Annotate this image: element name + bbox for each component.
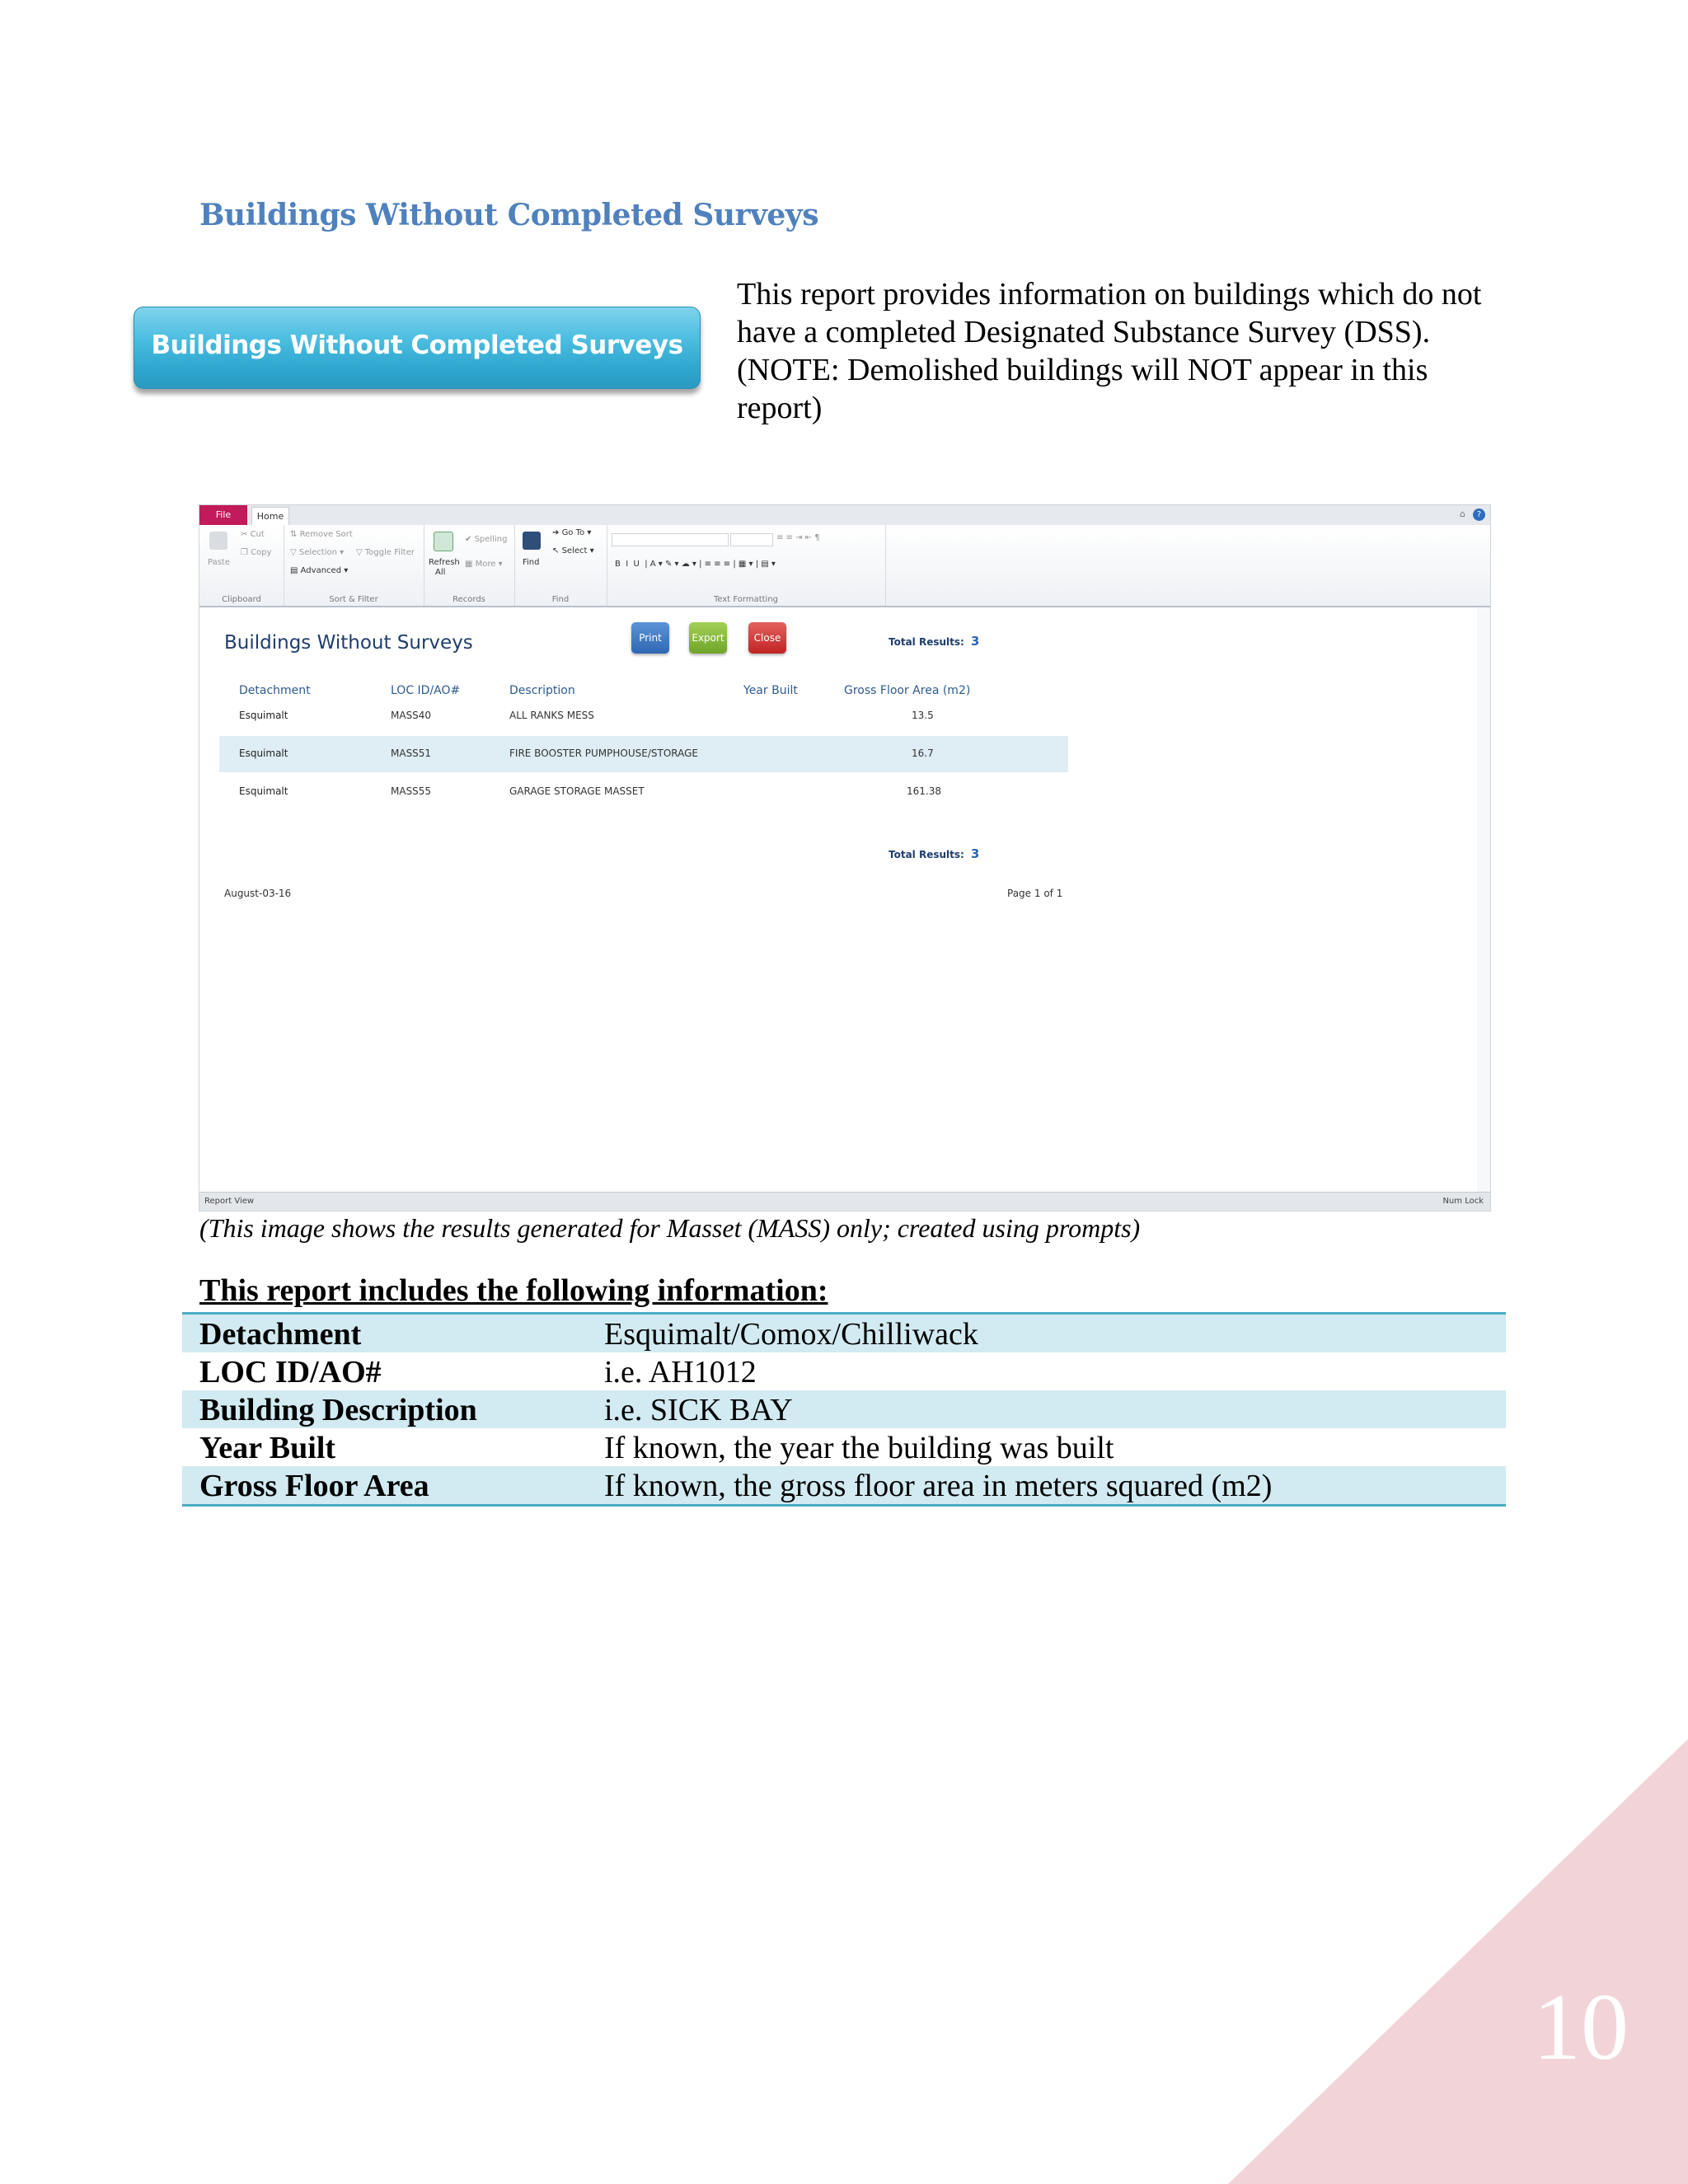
status-bar (199, 1192, 1490, 1211)
tab-file[interactable]: File (199, 505, 247, 525)
info-row (182, 1466, 1506, 1504)
table-row (219, 698, 1068, 734)
report-title: Buildings Without Surveys (224, 632, 473, 654)
tab-home[interactable]: Home (251, 507, 289, 525)
toggle-filter-button[interactable]: ▽ Toggle Filter (356, 548, 415, 557)
cell-detachment: Esquimalt (239, 710, 288, 721)
more-label: More (475, 560, 496, 569)
column-header-loc: LOC ID/AO# (391, 684, 461, 697)
ribbon-group-sort-filter (284, 525, 424, 606)
ribbon-group-label: Clipboard (222, 595, 261, 604)
cell-area: 13.5 (912, 710, 934, 721)
total-results-label: Total Results: (889, 636, 964, 648)
paste-button[interactable]: Paste (208, 558, 230, 567)
report-date: August-03-16 (224, 888, 292, 899)
help-icon[interactable]: ? (1473, 509, 1485, 521)
table-row (219, 774, 1068, 810)
select-label: Select (561, 546, 588, 555)
report-launch-button[interactable] (134, 307, 701, 389)
screenshot-caption: (This image shows the results generated for Masset (MASS) only; created using prompts) (199, 1213, 1141, 1243)
status-left: Report View (204, 1197, 255, 1206)
cell-loc: MASS55 (391, 785, 432, 797)
copy-button[interactable]: ❐ Copy (241, 548, 272, 557)
more-button[interactable]: ▦ More ▾ (465, 560, 503, 569)
close-button[interactable]: Close (748, 622, 786, 654)
column-header-description: Description (509, 684, 575, 697)
cell-area: 161.38 (907, 785, 941, 797)
cut-button[interactable]: ✂ Cut (241, 530, 265, 539)
report-launch-button-label: Buildings Without Completed Surveys (151, 330, 683, 360)
cell-loc: MASS51 (391, 748, 432, 759)
ribbon-group-text-formatting (607, 525, 886, 606)
remove-sort-button[interactable]: ⇅ Remove Sort (290, 530, 353, 539)
spelling-label: Spelling (474, 535, 508, 544)
column-header-year-built: Year Built (743, 684, 798, 697)
cell-detachment: Esquimalt (239, 748, 288, 759)
cell-description: FIRE BOOSTER PUMPHOUSE/STORAGE (509, 748, 698, 759)
ribbon-group-find (514, 525, 607, 606)
total-results-value: 3 (970, 634, 980, 649)
intro-paragraph: This report provides information on buildings which do not have a completed Designated Substance Survey (DSS). (NOTE: Demolished buildings will NOT appear in this report) (737, 277, 1482, 425)
report-screenshot (199, 504, 1491, 1212)
column-header-gross-floor-area: Gross Floor Area (m2) (844, 684, 971, 697)
cut-label: Cut (250, 530, 265, 539)
info-table (182, 1312, 1506, 1507)
selection-label: Selection (298, 548, 337, 557)
info-row (182, 1352, 1506, 1390)
info-value: If known, the gross floor area in meters squared (m2) (604, 1469, 1273, 1503)
cell-area: 16.7 (912, 748, 934, 759)
refresh-icon[interactable] (434, 532, 453, 551)
info-key: Building Description (199, 1393, 477, 1427)
report-page-number: Page 1 of 1 (1007, 888, 1063, 899)
list-icons[interactable]: ≡ ≡ ⇥ ⇤ ¶ (776, 533, 820, 542)
select-button[interactable]: ↖ Select ▾ (552, 546, 594, 555)
ribbon-group-label: Sort & Filter (329, 595, 378, 604)
info-value: If known, the year the building was built (604, 1431, 1114, 1465)
refresh-all-label: All (435, 568, 446, 577)
print-button[interactable]: Print (631, 622, 669, 654)
ribbon (199, 525, 1490, 607)
info-key: Detachment (199, 1317, 362, 1352)
total-results-label: Total Results: (889, 849, 964, 860)
ribbon-group-records (424, 525, 515, 606)
info-key: Year Built (199, 1431, 336, 1465)
advanced-label: Advanced (300, 566, 342, 575)
binoculars-icon[interactable] (523, 532, 541, 550)
go-to-label: Go To (561, 528, 585, 537)
info-value: Esquimalt/Comox/Chilliwack (604, 1317, 978, 1352)
section-heading: Buildings Without Completed Surveys (199, 198, 818, 232)
table-row (219, 736, 1068, 772)
ribbon-group-label: Records (452, 595, 485, 604)
minimize-ribbon-icon[interactable]: ⌂ (1460, 509, 1465, 519)
go-to-button[interactable]: ➔ Go To ▾ (552, 528, 592, 537)
ribbon-group-clipboard (199, 525, 284, 606)
spelling-button[interactable]: ✔ Spelling (465, 535, 508, 544)
font-style-icons[interactable]: B I U | A ▾ ✎ ▾ ☁ ▾ | ≡ ≡ ≡ | ▦ ▾ | ▤ ▾ (615, 560, 776, 569)
cell-description: GARAGE STORAGE MASSET (509, 785, 645, 797)
remove-sort-label: Remove Sort (299, 530, 353, 539)
copy-label: Copy (251, 548, 272, 557)
refresh-button[interactable]: Refresh (429, 558, 460, 567)
selection-button[interactable]: ▽ Selection ▾ (290, 548, 345, 557)
toggle-filter-label: Toggle Filter (364, 548, 415, 557)
export-button[interactable]: Export (689, 622, 727, 654)
advanced-button[interactable]: ▤ Advanced ▾ (290, 566, 349, 575)
cell-loc: MASS40 (391, 710, 432, 721)
total-results-value: 3 (970, 846, 980, 861)
font-size-select[interactable] (730, 533, 773, 546)
info-key: Gross Floor Area (199, 1469, 429, 1503)
cell-detachment: Esquimalt (239, 785, 288, 797)
column-header-detachment: Detachment (239, 684, 311, 697)
info-key: LOC ID/AO# (199, 1355, 382, 1390)
info-value: i.e. SICK BAY (604, 1393, 793, 1427)
font-name-select[interactable] (612, 533, 729, 546)
total-results-top (889, 634, 979, 649)
info-row (182, 1428, 1506, 1466)
paste-icon[interactable] (209, 532, 227, 550)
info-value: i.e. AH1012 (604, 1355, 757, 1390)
ribbon-tabs (199, 505, 1490, 525)
ribbon-group-label: Text Formatting (713, 595, 779, 604)
info-row (182, 1315, 1506, 1352)
ribbon-group-label: Find (551, 595, 570, 604)
info-heading: This report includes the following information: (199, 1273, 828, 1308)
page-number: 10 (1533, 1975, 1629, 2080)
cell-description: ALL RANKS MESS (509, 710, 594, 721)
find-button[interactable]: Find (523, 558, 540, 567)
total-results-bottom (889, 846, 979, 861)
report-view (199, 607, 1477, 1193)
info-row (182, 1390, 1506, 1428)
status-right: Num Lock (1442, 1197, 1484, 1206)
